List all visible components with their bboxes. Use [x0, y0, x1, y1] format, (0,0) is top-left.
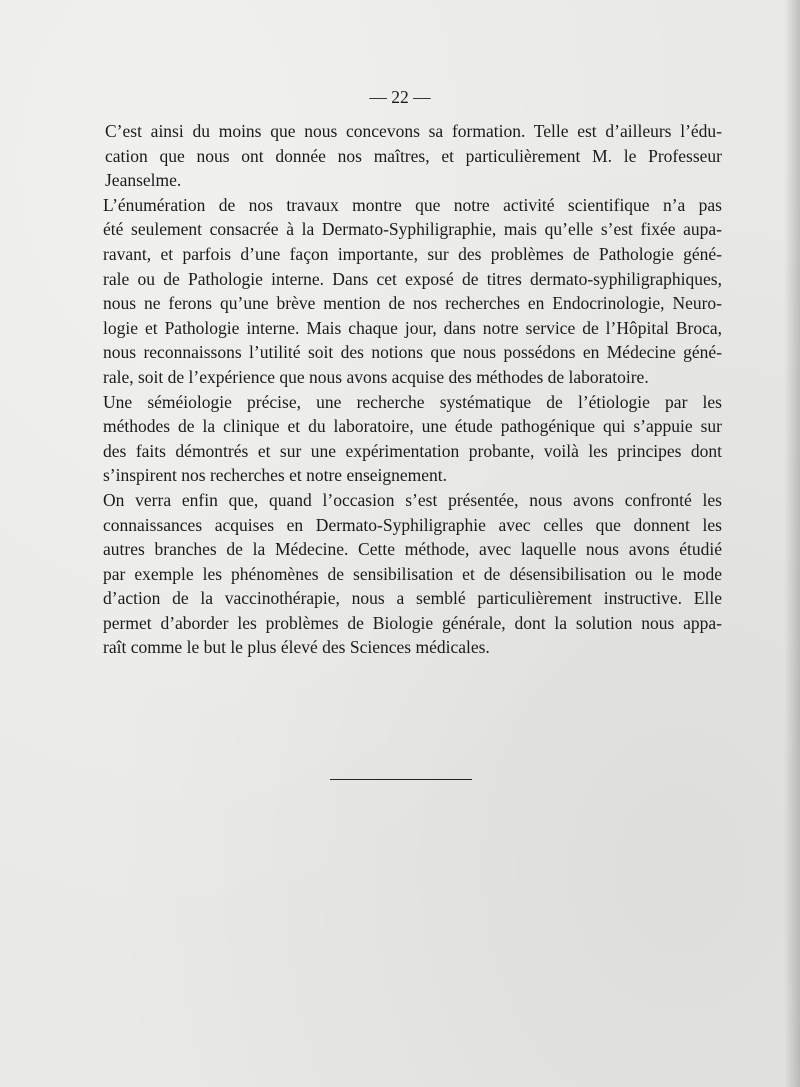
text-line: été seulement consacrée à la Dermato-Syphiligraphie, mais qu’elle s’est fixée aupa-	[103, 219, 722, 240]
text-line: s’inspirent nos recherches et notre enseignement.	[103, 465, 448, 486]
text-line: On verra enfin que, quand l’occasion s’est présentée, nous avons confronté les	[103, 489, 722, 510]
text-line: ravant, et parfois d’une façon importante, sur des problèmes de Pathologie géné-	[103, 243, 722, 264]
paragraph	[78, 193, 722, 390]
text-line: logie et Pathologie interne. Mais chaque jour, dans notre service de l’Hôpital Broca,	[103, 317, 722, 338]
text-line: Une séméiologie précise, une recherche systématique de l’étiologie par les	[103, 391, 722, 412]
body-text	[78, 119, 722, 660]
text-line: C’est ainsi du moins que nous concevons sa formation. Telle est d’ailleurs l’édu-	[105, 121, 722, 141]
text-line: rale, soit de l’expérience que nous avons acquise des méthodes de laboratoire.	[103, 366, 649, 387]
text-line: nous ne ferons qu’une brève mention de nos recherches en Endocrinologie, Neuro-	[103, 293, 722, 314]
text-line: nous reconnaissons l’utilité soit des notions que nous possédons en Médecine géné-	[103, 342, 722, 363]
text-line: cation que nous ont donnée nos maîtres, et particulièrement M. le Professeur	[105, 145, 722, 166]
text-line: des faits démontrés et sur une expérimentation probante, voilà les principes dont	[103, 440, 722, 461]
text-line: permet d’aborder les problèmes de Biologie générale, dont la solution nous appa-	[103, 612, 722, 633]
text-line: Jeanselme.	[105, 170, 182, 191]
page-number: — 22 —	[369, 87, 431, 107]
section-end-rule	[330, 779, 472, 780]
text-line: L’énumération de nos travaux montre que notre activité scientifique n’a pas	[103, 194, 722, 215]
text-line: d’action de la vaccinothérapie, nous a semblé particulièrement instructive. Elle	[103, 588, 722, 609]
text-line: autres branches de la Médecine. Cette méthode, avec laquelle nous avons étudié	[103, 539, 722, 560]
text-line: connaissances acquises en Dermato-Syphiligraphie avec celles que donnent les	[103, 514, 722, 535]
paragraph	[78, 488, 722, 660]
text-line: rale ou de Pathologie interne. Dans cet exposé de titres dermato-syphiligraphiques,	[103, 268, 722, 289]
text-line: par exemple les phénomènes de sensibilisation et de désensibilisation ou le mode	[103, 563, 722, 584]
paragraph	[78, 119, 722, 193]
page-edge-shadow	[784, 0, 800, 1087]
text-line: méthodes de la clinique et du laboratoire, une étude pathogénique qui s’appuie sur	[103, 416, 722, 437]
paragraph	[78, 390, 722, 488]
text-line: raît comme le but le plus élevé des Sciences médicales.	[103, 637, 490, 658]
